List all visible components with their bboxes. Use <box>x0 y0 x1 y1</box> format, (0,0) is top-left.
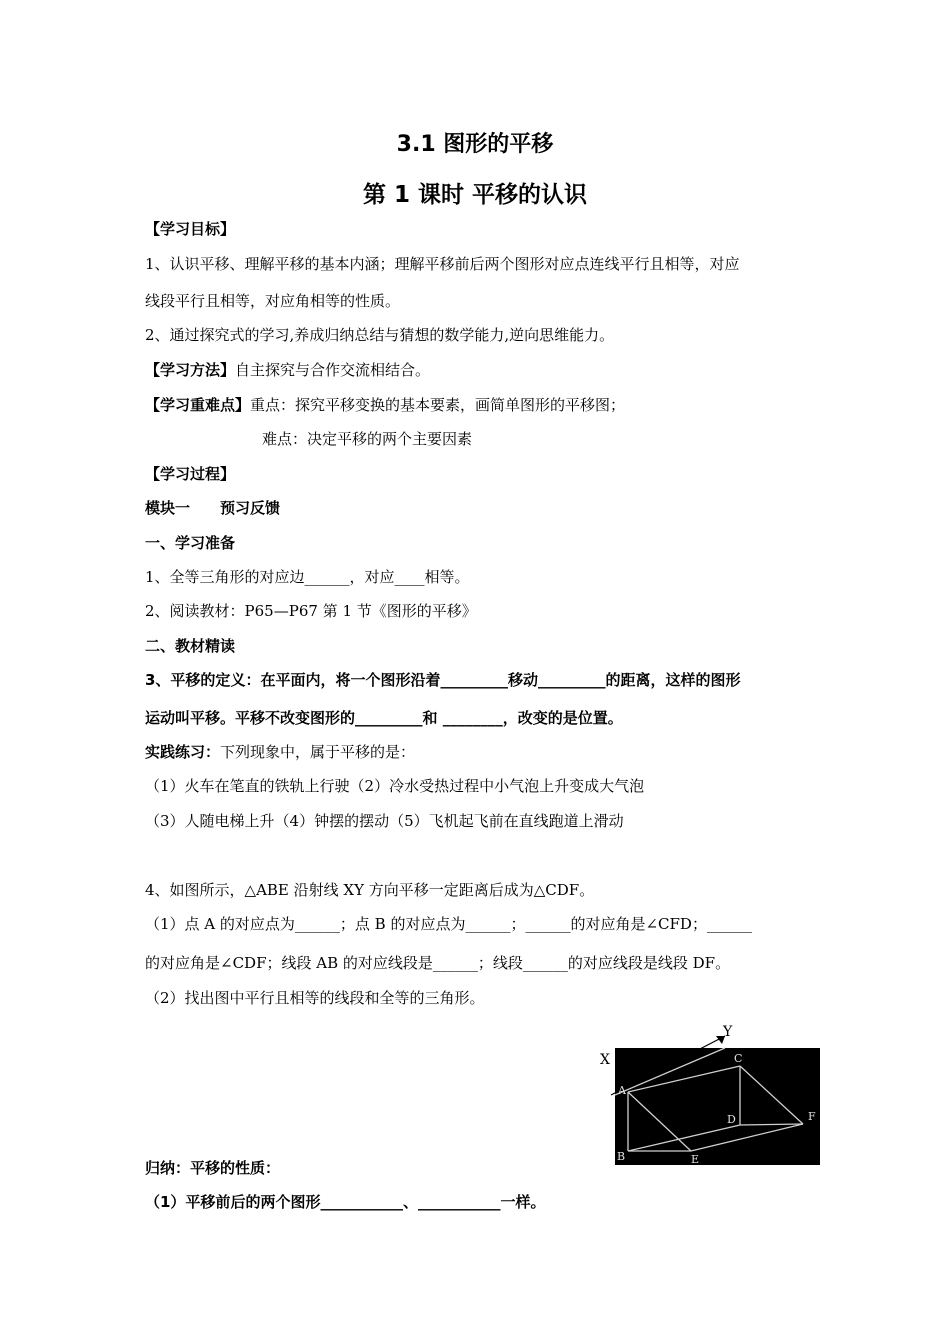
definition-line-b: 运动叫平移。平移不改变图形的_________和 ________，改变的是位置。 <box>145 709 623 727</box>
summary-item-1: （1）平移前后的两个图形___________、___________一样。 <box>145 1193 546 1211</box>
practice-options-2: （3）人随电梯上升（4）钟摆的摆动（5）飞机起飞前在直线跑道上滑动 <box>145 812 624 830</box>
keypoints-line <box>145 395 625 415</box>
section1-item1: 1、全等三角形的对应边______，对应____相等。 <box>145 568 470 586</box>
section2-heading: 二、教材精读 <box>145 637 236 655</box>
keypoints-key: 重点：探究平移变换的基本要素，画简单图形的平移图； <box>250 396 626 414</box>
practice-label: 实践练习： <box>145 743 221 761</box>
label-x: X <box>600 1052 610 1068</box>
page-title: 3.1 图形的平移 <box>396 132 554 157</box>
method-line <box>145 360 430 380</box>
question-4-2: （2）找出图中平行且相等的线段和全等的三角形。 <box>145 989 485 1007</box>
summary-heading: 归纳：平移的性质： <box>145 1159 281 1177</box>
label-y: Y <box>723 1024 733 1040</box>
translation-figure <box>598 1020 823 1168</box>
process-heading: 【学习过程】 <box>145 465 236 483</box>
label-e: E <box>691 1153 700 1166</box>
label-f: F <box>808 1110 816 1123</box>
method-label: 【学习方法】 <box>145 361 236 379</box>
label-a: A <box>618 1084 626 1097</box>
method-text: 自主探究与合作交流相结合。 <box>235 361 431 379</box>
section1-heading: 一、学习准备 <box>145 534 236 552</box>
question-4-1-line-a: （1）点 A 的对应点为______；点 B 的对应点为______；______的对应角是∠CFD；______ <box>145 915 752 933</box>
objective-1-line-a: 1、认识平移、理解平移的基本内涵；理解平移前后两个图形对应点连线平行且相等，对应 <box>145 255 740 273</box>
question-4-1-line-b: 的对应角是∠CDF；线段 AB 的对应线段是______；线段______的对应线段是线段 DF。 <box>145 954 731 972</box>
keypoints-difficulty: 难点：决定平移的两个主要因素 <box>262 430 473 448</box>
label-d: D <box>727 1113 736 1126</box>
objective-2: 2、通过探究式的学习,养成归纳总结与猜想的数学能力,逆向思维能力。 <box>145 326 615 344</box>
objective-1-line-b: 线段平行且相等，对应角相等的性质。 <box>145 292 401 310</box>
label-b: B <box>617 1150 626 1163</box>
objectives-heading: 【学习目标】 <box>145 220 236 238</box>
question-4: 4、如图所示，△ABE 沿射线 XY 方向平移一定距离后成为△CDF。 <box>145 881 595 899</box>
practice-options-1: （1）火车在笔直的铁轨上行驶（2）冷水受热过程中小气泡上升变成大气泡 <box>145 777 645 795</box>
lesson-subtitle: 第 1 课时 平移的认识 <box>362 182 588 208</box>
definition-line-a: 3、平移的定义：在平面内，将一个图形沿着_________移动_________的距离，这样的图形 <box>145 671 741 689</box>
keypoints-label: 【学习重难点】 <box>145 396 251 414</box>
practice-line <box>145 742 415 762</box>
module-heading: 模块一 预习反馈 <box>145 499 281 517</box>
section1-item2: 2、阅读教材：P65—P67 第 1 节《图形的平移》 <box>145 602 477 620</box>
label-c: C <box>734 1052 743 1065</box>
practice-text: 下列现象中，属于平移的是： <box>220 743 416 761</box>
